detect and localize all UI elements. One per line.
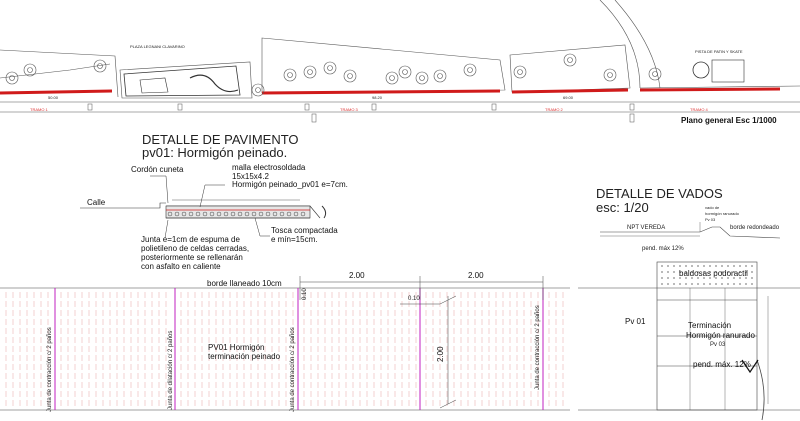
tramo-1-line xyxy=(0,91,112,93)
joint-label-dilatacion: Junta de dilatación c/ 2 paños xyxy=(168,330,174,410)
soil-hatch xyxy=(322,206,326,218)
tree-icon xyxy=(324,62,336,74)
tree-icon xyxy=(6,72,18,84)
brushed-texture xyxy=(6,292,563,406)
vados-title: DETALLE DE VADOS xyxy=(596,186,723,201)
pv01-label-1: PV01 Hormigón xyxy=(208,343,265,352)
vado-label-3: Pv 03 xyxy=(705,217,716,222)
tree-icon xyxy=(434,70,446,82)
terminacion-label-2: Hormigón ranurado xyxy=(686,331,755,340)
tosca-label-2: e mín=15cm. xyxy=(271,235,318,244)
block-outline xyxy=(262,38,505,93)
leader-cordon xyxy=(150,176,168,203)
tree-icon xyxy=(399,66,411,78)
pista-label: PISTA DE PATIN Y SKATE xyxy=(695,49,743,54)
segment-dim: 69.00 xyxy=(563,95,574,100)
pv01-vado-label: Pv 01 xyxy=(625,317,646,326)
junta-label-3: posteriormente se rellenarán xyxy=(141,253,243,262)
vado-label-2: hormigón ranurado xyxy=(705,211,739,216)
pavement-detail-title: DETALLE DE PAVIMENTO xyxy=(142,132,299,147)
malla-label-1: malla electrosoldada xyxy=(232,163,306,172)
plan-title: Plano general Esc 1/1000 xyxy=(681,116,777,125)
dim-010-b: 0.10 xyxy=(408,296,420,302)
curved-road xyxy=(600,0,640,88)
vado-curve xyxy=(757,360,764,420)
tree-icon xyxy=(386,72,398,84)
segment-dim: 98.20 xyxy=(372,95,383,100)
joint-lines xyxy=(55,288,543,410)
malla-label-3: Hormigón peinado_pv01 e=7cm. xyxy=(232,180,348,189)
dim-200-vertical: 2.00 xyxy=(436,346,445,362)
borde-label: borde llaneado 10cm xyxy=(207,279,282,288)
leader-tosca xyxy=(255,218,270,236)
tramo-red-lines xyxy=(0,89,780,93)
calle-label: Calle xyxy=(87,198,106,207)
segment-dim: 50.00 xyxy=(48,95,59,100)
tramo-4-label: TRAMO 4 xyxy=(690,107,708,112)
tree-icon xyxy=(344,70,356,82)
tramo-3-line xyxy=(262,91,500,93)
junta-label-1: Junta e=1cm de espuma de xyxy=(141,235,240,244)
tree-icon xyxy=(24,64,36,76)
terminacion-label-1: Terminación xyxy=(688,321,732,330)
tree-icon xyxy=(649,68,661,80)
joint-label-contraccion: Junta de contracción c/ 2 paños xyxy=(535,305,541,390)
block-outline xyxy=(510,45,630,92)
tree-icon xyxy=(564,54,576,66)
vado-label-1: vado de xyxy=(705,205,720,210)
tree-icon xyxy=(304,66,316,78)
slab-edge xyxy=(310,206,320,218)
borde-redondeado-label: borde redondeado xyxy=(730,225,780,231)
plaza-inner xyxy=(124,66,240,96)
plaza-path xyxy=(190,75,238,91)
tramo-4-line xyxy=(640,89,780,90)
tramo-1-label: TRAMO 1 xyxy=(30,107,48,112)
plaza-structure xyxy=(140,78,168,93)
pavement-plan xyxy=(0,276,570,410)
vados-subtitle: esc: 1/20 xyxy=(596,200,649,215)
tree-icon xyxy=(284,69,296,81)
pv01-label-2: terminación peinado xyxy=(208,352,281,361)
cordon-label: Cordón cuneta xyxy=(131,165,184,174)
leader-malla xyxy=(200,185,225,207)
tree-icon xyxy=(604,69,616,81)
plaza-label: PLAZA LEGNANI CLAVARINO xyxy=(130,44,185,49)
general-plan xyxy=(0,0,800,122)
junta-label-2: polietileno de celdas cerradas, xyxy=(141,244,250,253)
dim-200-b: 2.00 xyxy=(468,271,484,280)
tramo-2-line xyxy=(512,90,628,92)
curved-road xyxy=(615,0,660,88)
tosca-label-1: Tosca compactada xyxy=(271,226,338,235)
joint-label-contraccion: Junta de contracción c/ 2 paños xyxy=(290,327,296,412)
malla-label-2: 15x15x4.2 xyxy=(232,172,269,181)
tree-icon xyxy=(464,64,476,76)
pend-small-label: pend. máx 12% xyxy=(642,246,684,252)
pend-big-label: pend. máx. 12% xyxy=(693,360,751,369)
terminacion-label-3: Pv 03 xyxy=(710,342,726,348)
junta-label-4: con asfalto en caliente xyxy=(141,262,221,271)
dim-010-a: 0.10 xyxy=(302,288,308,300)
joint-label-contraccion: Junta de contracción c/ 2 paños xyxy=(47,327,53,412)
tree-icon xyxy=(514,66,526,78)
tree-icon xyxy=(416,72,428,84)
baldosas-label: baldosas podoractil xyxy=(679,269,748,278)
skate-rink-area xyxy=(712,60,744,82)
tramo-2-label: TRAMO 2 xyxy=(545,107,563,112)
dim-200-a: 2.00 xyxy=(349,271,365,280)
tramo-3-label: TRAMO 3 xyxy=(340,107,358,112)
skate-rink xyxy=(693,62,709,78)
pavement-detail-subtitle: pv01: Hormigón peinado. xyxy=(142,145,288,160)
npt-label: NPT VEREDA xyxy=(627,225,666,231)
